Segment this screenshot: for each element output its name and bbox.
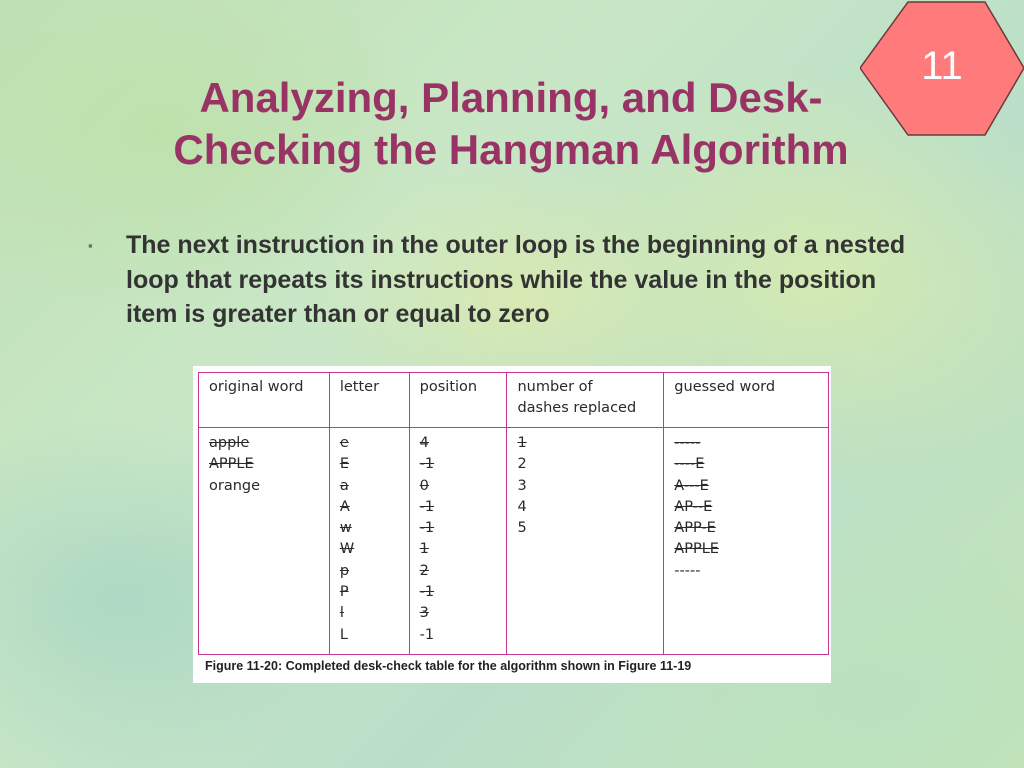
table-cell-value: w <box>339 520 352 537</box>
column-header-text: guessed word <box>674 379 776 395</box>
slide-title-line-1: Analyzing, Planning, and Desk- <box>199 74 823 121</box>
table-cell-value: A <box>339 498 350 515</box>
table-cell-value: ----- <box>674 562 701 579</box>
table-header-row <box>199 373 829 428</box>
table-cell-value: 4 <box>419 435 429 451</box>
column-header <box>199 373 330 428</box>
table-cell-value: a <box>339 477 349 494</box>
table-cell-value: l <box>339 605 344 622</box>
table-cell-value: L <box>339 626 348 643</box>
table-cell-value: 5 <box>517 520 527 537</box>
table-cell-value: -1 <box>419 498 435 515</box>
column-header-text: number of <box>517 379 593 395</box>
table-cell-value: P <box>339 584 349 601</box>
table-cell-value: 3 <box>419 605 429 622</box>
table-column-cell <box>409 428 507 655</box>
table-cell-value: e <box>339 435 349 451</box>
column-header <box>329 373 409 428</box>
table-column-cell <box>199 428 330 655</box>
table-cell-value: orange <box>209 477 261 494</box>
column-header-text: original word <box>209 379 304 395</box>
table-cell-value: 0 <box>419 477 429 494</box>
table-cell-value: APPLE <box>209 456 254 473</box>
column-header-text: position <box>419 379 478 395</box>
table-cell-value: E <box>339 456 350 473</box>
table-cell-value: apple <box>209 435 250 451</box>
column-header <box>409 373 507 428</box>
bullet-text: The next instruction in the outer loop is the beginning of a nested loop that repeats its instructions while the value in the position item is greater than or equal to zero <box>126 231 906 328</box>
slide-title-line-2: Checking the Hangman Algorithm <box>173 126 849 173</box>
table-column-cell <box>507 428 664 655</box>
table-cell-value: 3 <box>517 477 527 494</box>
table-cell-value: -1 <box>419 584 435 601</box>
table-body-row <box>199 428 829 655</box>
table-cell-value: 1 <box>517 435 527 451</box>
table-cell-value: 2 <box>517 456 527 473</box>
table-cell-value: A---E <box>674 477 709 494</box>
square-bullet-icon: ▪ <box>88 238 93 253</box>
figure-caption: Figure 11-20: Completed desk-check table for the algorithm shown in Figure 11-19 <box>205 659 692 673</box>
table-cell-value: APPLE <box>674 541 719 558</box>
table-column-cell <box>329 428 409 655</box>
table-cell-value: p <box>339 562 350 579</box>
table-cell-value: W <box>339 541 355 558</box>
table-cell-value: -1 <box>419 456 435 473</box>
column-header-text: dashes replaced <box>517 400 637 416</box>
desk-check-table <box>198 372 829 655</box>
table-cell-value: 2 <box>419 562 429 579</box>
slide-title <box>100 72 922 176</box>
table-cell-value: -1 <box>419 520 435 537</box>
table-cell-value: 1 <box>419 541 429 558</box>
slide-number: 11 <box>921 44 963 88</box>
table-cell-value: AP--E <box>674 498 713 515</box>
figure <box>193 366 831 683</box>
table-cell-value: ----E <box>674 456 705 473</box>
table-cell-value: 4 <box>517 498 527 515</box>
table-cell-value: -1 <box>419 626 435 643</box>
column-header-text: letter <box>339 379 380 395</box>
column-header <box>664 373 829 428</box>
table-cell-value: ----- <box>674 435 701 451</box>
table-column-cell <box>664 428 829 655</box>
table-cell-value: APP-E <box>674 520 716 537</box>
column-header <box>507 373 664 428</box>
